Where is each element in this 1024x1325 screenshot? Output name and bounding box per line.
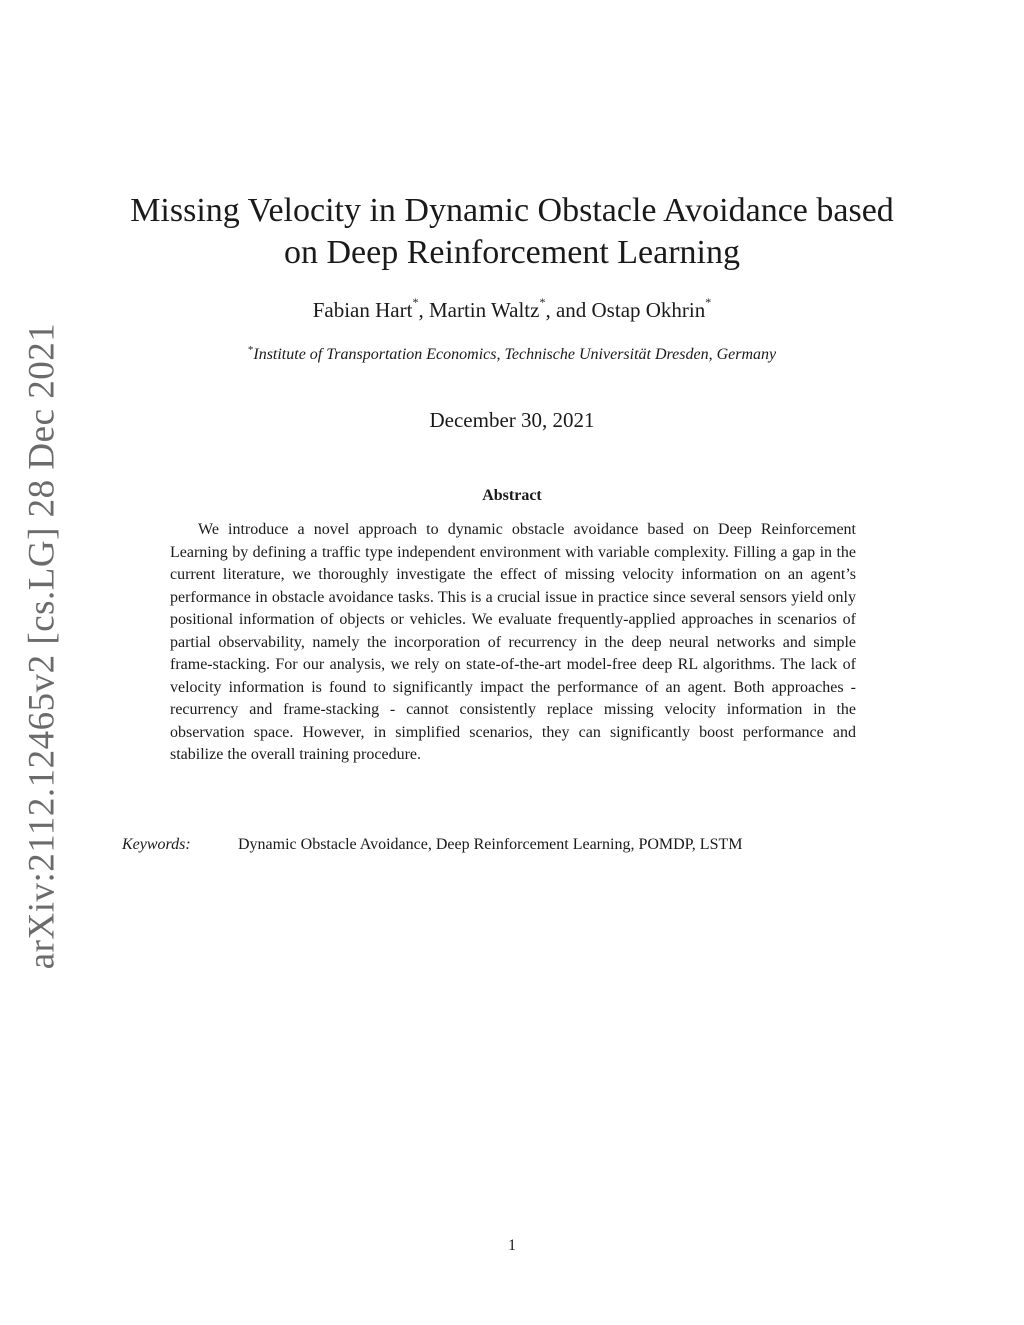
paper-title-line-2: on Deep Reinforcement Learning	[284, 234, 740, 271]
keywords-label: Keywords:	[122, 836, 191, 853]
author-affiliation-mark: *	[539, 295, 546, 309]
author-list	[0, 295, 1024, 323]
abstract-text: We introduce a novel approach to dynamic obstacle avoidance based on Deep Reinforcement Learning by defining a traffic type independent environment with variable complexity. Filling a gap in the current literature, we thoroughly investigate the effect of missing velocity information on an agent’s performance in obstacle avoidance tasks. This is a crucial issue in practice since several sensors yield only positional information of objects or vehicles. We evaluate frequently-applied approaches in scenarios of partial observability, namely the incorporation of recurrency in the deep neural networks and simple frame-stacking. For our analysis, we rely on state-of-the-art model-free deep RL algorithms. The lack of velocity information is found to significantly impact the performance of an agent. Both approaches - recurrency and frame-stacking - cannot consistently replace missing velocity information in the observation space. However, in simplified scenarios, they can significantly boost performance and stabilize the overall training procedure.	[170, 521, 856, 763]
paper-title	[0, 190, 1024, 274]
affiliation-text: Institute of Transportation Economics, Technische Universität Dresden, Germany	[253, 346, 777, 363]
author-separator: ,	[418, 298, 429, 322]
affiliation-mark: *	[247, 344, 254, 356]
author-name: Martin Waltz	[428, 298, 540, 322]
keywords-line	[122, 836, 742, 854]
keywords-text: Dynamic Obstacle Avoidance, Deep Reinforcement Learning, POMDP, LSTM	[238, 836, 743, 853]
arxiv-identifier-stamp: arXiv:2112.12465v2 [cs.LG] 28 Dec 2021	[21, 322, 63, 970]
publication-date: December 30, 2021	[429, 408, 595, 432]
author-affiliation-mark: *	[705, 295, 712, 309]
author-affiliation	[0, 346, 1024, 364]
page-number: 1	[508, 1237, 516, 1254]
author-name: Ostap Okhrin	[591, 298, 706, 322]
abstract-heading: Abstract	[482, 487, 542, 504]
paper-title-line-1: Missing Velocity in Dynamic Obstacle Avoidance based	[130, 192, 894, 229]
author-affiliation-mark: *	[412, 295, 419, 309]
author-separator: , and	[545, 298, 592, 322]
author-name: Fabian Hart	[312, 298, 413, 322]
